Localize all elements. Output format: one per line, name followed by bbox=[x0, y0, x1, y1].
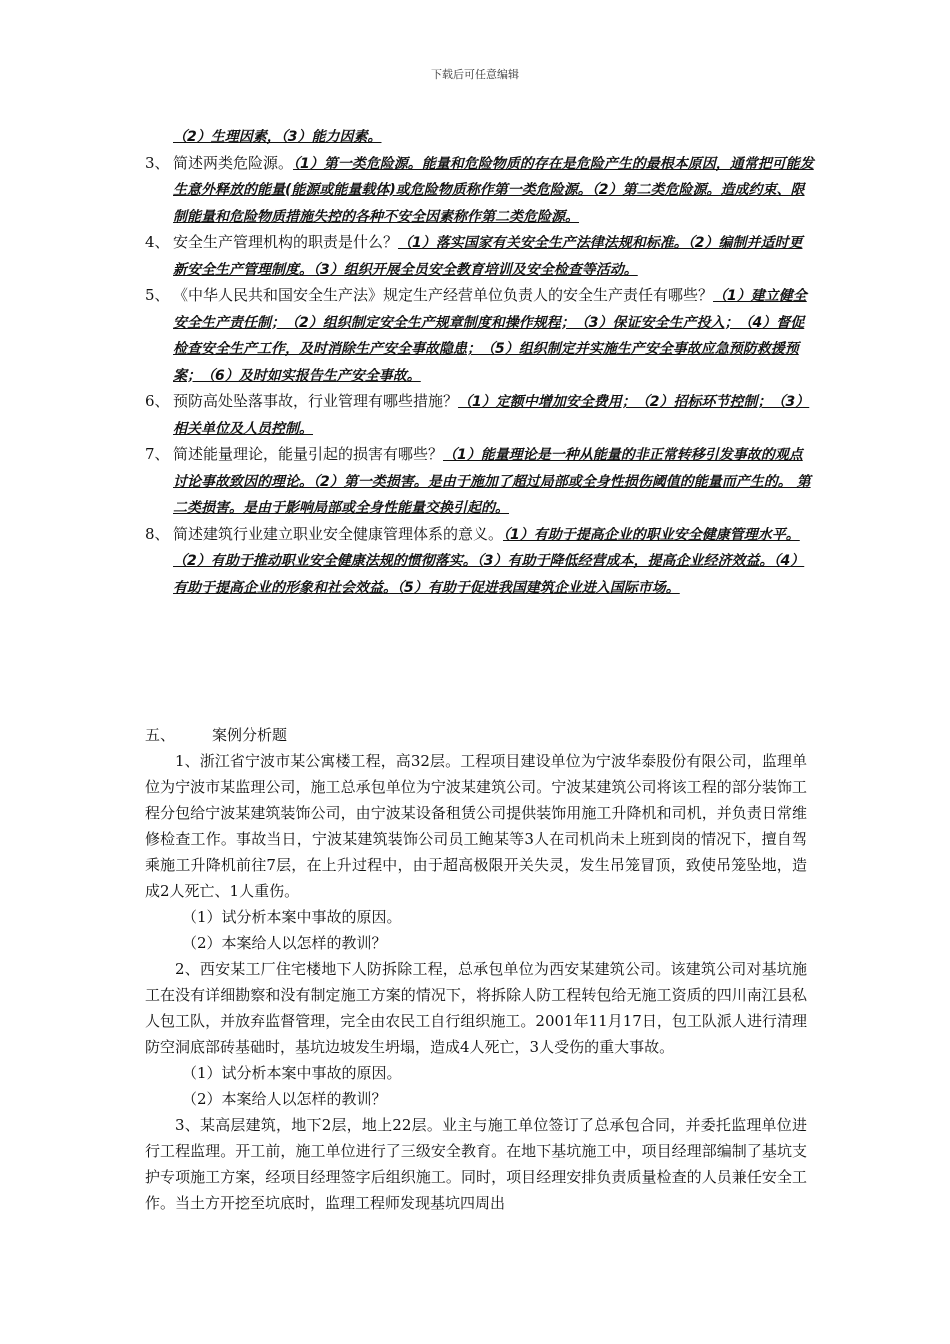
question-text: 简述两类危险源。 bbox=[173, 153, 294, 172]
page-header: 下载后可任意编辑 bbox=[431, 68, 519, 81]
answer-text: （1）定额中增加安全费用；（2）招标环节控制；（3）相关单位及人员控制。 bbox=[173, 394, 810, 437]
case-question: （1）试分析本案中事故的原因。 bbox=[182, 1064, 402, 1082]
question-number: 4、 bbox=[145, 233, 170, 251]
qa-item bbox=[145, 283, 815, 389]
answer-text: （1）有助于提高企业的职业安全健康管理水平。（2）有助于推动职业安全健康法规的惯彻落实。（3）有助于降低经营成本，提高企业经济效益。（4）有助于提高企业的形象和社会效益。（5）有助于促进我国建筑企业进入国际市场。 bbox=[173, 526, 805, 596]
question-number: 6、 bbox=[145, 392, 170, 410]
qa-item bbox=[145, 442, 815, 522]
case-question: （2）本案给人以怎样的教训？ bbox=[182, 1090, 387, 1108]
qa-item bbox=[145, 230, 815, 283]
question-text: 预防高处坠落事故，行业管理有哪些措施？ bbox=[173, 392, 459, 410]
qa-list bbox=[145, 124, 815, 601]
case-paragraph: 3、某高层建筑，地下2层，地上22层。业主与施工单位签订了总承包合同，并委托监理单位进行工程监理。开工前，施工单位进行了三级安全教育。在地下基坑施工中，项目经理部编制了基坑支护专项施工方案，经项目经理签字后组织施工。同时，项目经理安排负责质量检查的人员兼任安全工作。当土方开挖至坑底时，监理工程师发现基坑四周出 bbox=[145, 1116, 807, 1212]
question-text: 安全生产管理机构的职责是什么？ bbox=[173, 233, 399, 251]
question-body bbox=[173, 522, 815, 602]
qa-continuation bbox=[145, 124, 815, 151]
question-number: 8、 bbox=[145, 524, 170, 543]
case-question: （2）本案给人以怎样的教训？ bbox=[182, 934, 387, 952]
question-text: 简述建筑行业建立职业安全健康管理体系的意义。 bbox=[173, 524, 504, 543]
question-body bbox=[173, 283, 815, 389]
qa-item bbox=[145, 522, 815, 602]
section-heading bbox=[145, 722, 287, 748]
answer-text: （1）落实国家有关安全生产法律法规和标准。（2）编制并适时更新安全生产管理制度。（3）组织开展全员安全教育培训及安全检查等活动。 bbox=[173, 235, 803, 278]
question-body bbox=[173, 389, 815, 442]
answer-text: （1）能量理论是一种从能量的非正常转移引发事故的观点讨论事故致因的理论。（2）第一类损害。是由于施加了超过局部或全身性损伤阈值的能量而产生的。 第二类损害。是由于影响局部或全身性能量交换引起的。 bbox=[173, 447, 811, 516]
case-paragraph: 1、浙江省宁波市某公寓楼工程，高32层。工程项目建设单位为宁波华泰股份有限公司，监理单位为宁波市某监理公司，施工总承包单位为宁波某建筑公司。宁波某建筑公司将该工程的部分装饰工程分包给宁波某建筑装饰公司，由宁波某设备租赁公司提供装饰用施工升降机和司机，并负责日常维修检查工作。事故当日，宁波某建筑装饰公司员工鲍某等3人在司机尚未上班到岗的情况下，擅自驾乘施工升降机前往7层，在上升过程中，由于超高极限开关失灵，发生吊笼冒顶，致使吊笼坠地，造成2人死亡、1人重伤。 bbox=[145, 752, 807, 900]
question-body bbox=[173, 442, 815, 522]
question-number: 5、 bbox=[145, 286, 170, 304]
qa-item bbox=[145, 151, 815, 231]
question-number: 7、 bbox=[145, 445, 170, 463]
qa-item bbox=[145, 389, 815, 442]
section-title: 案例分析题 bbox=[212, 726, 288, 744]
answer-text: （1）第一类危险源。能量和危险物质的存在是危险产生的最根本原因，通常把可能发生意外释放的能量(能源或能量载体)或危险物质称作第一类危险源。（2）第二类危险源。造成约束、限制能量和危险物质措施失控的各种不安全因素称作第二类危险源。 bbox=[173, 155, 814, 225]
case-studies bbox=[145, 748, 807, 1216]
question-number: 3、 bbox=[145, 153, 170, 172]
question-body bbox=[173, 151, 815, 231]
section-number: 五、 bbox=[145, 726, 176, 744]
case-paragraph: 2、西安某工厂住宅楼地下人防拆除工程，总承包单位为西安某建筑公司。该建筑公司对基坑施工在没有详细勘察和没有制定施工方案的情况下，将拆除人防工程转包给无施工资质的四川南江县私人包工队，并放弃监督管理，完全由农民工自行组织施工。2001年11月17日，包工队派人进行清理防空洞底部砖基础时，基坑边坡发生坍塌，造成4人死亡，3人受伤的重大事故。 bbox=[145, 960, 807, 1056]
answer-text: （2）生理因素，（3）能力因素。 bbox=[173, 129, 382, 145]
case-question: （1）试分析本案中事故的原因。 bbox=[182, 908, 402, 926]
answer-text: （1）建立健全安全生产责任制；（2）组织制定安全生产规章制度和操作规程；（3）保证安全生产投入；（4）督促检查安全生产工作，及时消除生产安全事故隐患；（5）组织制定并实施生产安全事故应急预防救援预案；（6）及时如实报告生产安全事故。 bbox=[173, 288, 807, 384]
question-body bbox=[173, 230, 815, 283]
question-text: 简述能量理论，能量引起的损害有哪些？ bbox=[173, 445, 444, 463]
question-text: 《中华人民共和国安全生产法》规定生产经营单位负责人的安全生产责任有哪些？ bbox=[173, 286, 714, 304]
